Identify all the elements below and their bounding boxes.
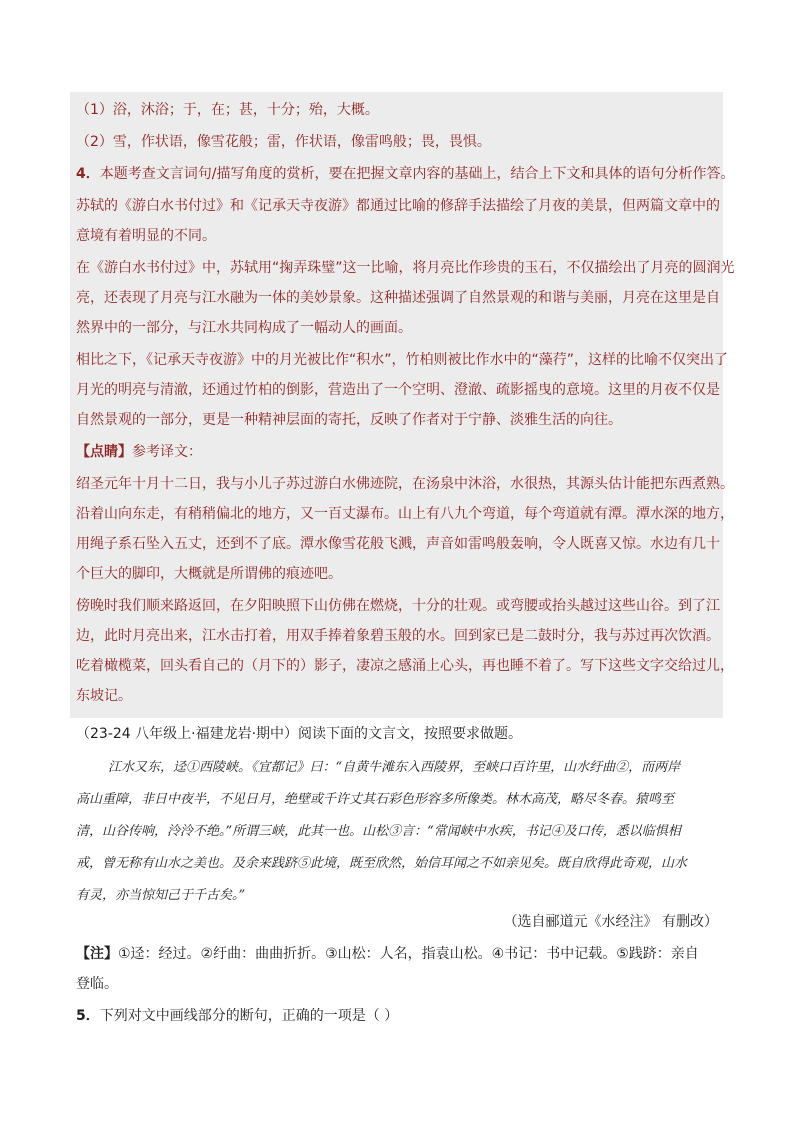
classical-line-4: 戒，曾无称有山水之美也。及余来践跻⑤此境，既至欣然，始信耳闻之不如亲见矣。既自欣得此奇观，山水 — [76, 856, 688, 871]
translation-p1-line-2: 沿着山向东走，有稍稍偏北的地方，又一百丈瀑布。山上有八九个弯道，每个弯道就有潭。潭水深的地方， — [76, 506, 734, 522]
q4-intro-text: 本题考查文言词句/描写角度的赏析，要在把握文章内容的基础上，结合上下文和具体的语句分析作答。 — [99, 166, 735, 182]
notes-tag: 【注】 — [76, 946, 118, 962]
translation-p2-line-1: 傍晚时我们顺来路返回，在夕阳映照下山仿佛在燃烧，十分的壮观。或弯腰或抬头越过这些山谷。到了江 — [76, 598, 720, 614]
passage-intro: （23-24 八年级上·福建龙岩·期中）阅读下面的文言文，按照要求做题。 — [76, 726, 523, 742]
analysis-p3-line-3: 自然景观的一部分，更是一种精神层面的寄托，反映了作者对于宁静、淡雅生活的向往。 — [76, 412, 622, 428]
source-citation: （选自郦道元《水经注》 有删改） — [503, 914, 718, 930]
q5-text: 下列对文中画线部分的断句，正确的一项是（ ） — [99, 1008, 399, 1024]
translation-p2-line-3: 吃着橄榄菜，回头看自己的（月下的）影子，凄凉之感涌上心头，再也睡不着了。写下这些文字交给过儿， — [76, 658, 734, 674]
translation-p1-line-4: 个巨大的脚印，大概就是所谓佛的痕迹吧。 — [76, 566, 342, 582]
analysis-p1-line-1: 苏轼的《游白水书付过》和《记承天寺夜游》都通过比喻的修辞手法描绘了月夜的美景，但两篇文章中的 — [76, 198, 720, 214]
vocab-line-2: （2）雪，作状语，像雪花般；雷，作状语，像雷鸣般；畏，畏惧。 — [76, 134, 491, 150]
q5-number: 5． — [76, 1008, 100, 1024]
translation-p1-line-3: 用绳子系石坠入五丈，还到不了底。潭水像雪花般飞溅，声音如雷鸣般轰响，令人既喜又惊。水边有几十 — [76, 536, 720, 552]
dianjing-text: 参考译文： — [132, 444, 202, 460]
classical-line-2: 高山重障，非日中夜半，不见日月，绝壁或千许丈其石彩色形容多所像类。林木高茂，略尽冬春。猿鸣至 — [76, 792, 675, 807]
q4-answer-intro — [76, 164, 734, 184]
classical-line-1: 江水又东，迳①西陵峡。《宜都记》曰：“自黄牛滩东入西陵界，至峡口百许里，山水纡曲②，而两岸 — [108, 760, 681, 775]
dianjing-line — [76, 442, 202, 462]
analysis-p2-line-3: 然界中的一部分，与江水共同构成了一幅动人的画面。 — [76, 320, 412, 336]
analysis-p3-line-2: 月光的明亮与清澈，还通过竹柏的倒影，营造出了一个空明、澄澈、疏影摇曳的意境。这里的月夜不仅是 — [76, 382, 720, 398]
analysis-p2-line-1: 在《游白水书付过》中，苏轼用“掬弄珠璧”这一比喻，将月亮比作珍贵的玉石，不仅描绘出了月亮的圆润光 — [76, 260, 735, 276]
notes-line-1 — [76, 944, 699, 964]
analysis-p1-line-2: 意境有着明显的不同。 — [76, 228, 216, 244]
analysis-p3-line-1: 相比之下，《记承天寺夜游》中的月光被比作“积水”，竹柏则被比作水中的“藻荇”，这样的比喻不仅突出了 — [76, 352, 729, 368]
notes-text: ①迳：经过。②纡曲：曲曲折折。③山松：人名，指袁山松。④书记：书中记载。⑤践跻：亲自 — [118, 946, 699, 962]
dianjing-tag: 【点睛】 — [76, 444, 132, 460]
classical-line-5: 有灵，亦当惊知己于千古矣。” — [76, 888, 246, 903]
translation-p2-line-4: 东坡记。 — [76, 688, 132, 704]
translation-p2-line-2: 边，此时月亮出来，江水击打着，用双手捧着象碧玉般的水。回到家已是二鼓时分，我与苏过再次饮酒。 — [76, 628, 720, 644]
answer-shaded-block — [70, 92, 723, 718]
translation-p1-line-1: 绍圣元年十月十二日，我与小儿子苏过游白水佛迹院，在汤泉中沐浴，水很热，其源头估计能把东西煮熟。 — [76, 476, 734, 492]
q5-line — [76, 1006, 398, 1026]
q4-number: 4． — [76, 166, 100, 182]
analysis-p2-line-2: 亮，还表现了月亮与江水融为一体的美妙景象。这种描述强调了自然景观的和谐与美丽，月亮在这里是自 — [76, 290, 720, 306]
notes-line-2: 登临。 — [76, 976, 118, 992]
vocab-line-1: （1）浴，沐浴；于，在；甚，十分；殆，大概。 — [76, 102, 379, 118]
classical-line-3: 清，山谷传响，泠泠不绝。”所谓三峡，此其一也。山松③言：“常闻峡中水疾，书记④及口传，悉以临惧相 — [76, 824, 681, 839]
